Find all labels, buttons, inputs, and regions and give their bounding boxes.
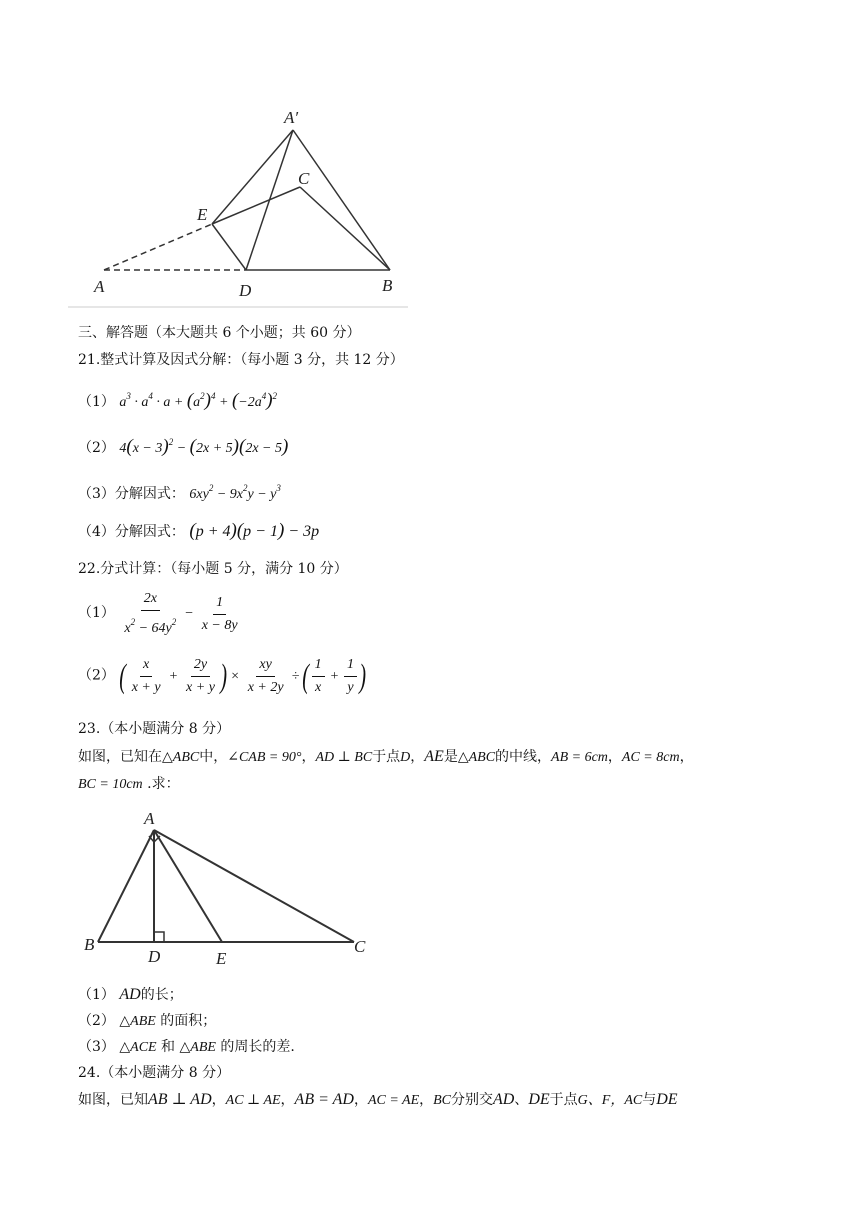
q21-part2-number: （2） — [78, 440, 115, 456]
q24-title: 24.（本小题满分 8 分） — [78, 1065, 231, 1081]
q23-sub3 — [78, 1037, 295, 1058]
segment-E-D — [212, 224, 246, 270]
segment-A-C — [154, 830, 354, 942]
segment-C-B — [300, 187, 390, 270]
segment-A-E-dashed — [104, 224, 212, 270]
q23-sub1-text: 的长； — [140, 987, 183, 1003]
q23-sub1-number: （1） — [78, 987, 115, 1003]
q24-stem — [78, 1090, 678, 1111]
label-B: B — [382, 276, 393, 295]
q23-sub1-math: AD — [119, 986, 141, 1003]
q22-part2-expression: ( $\frac{x}{x + y}$ + $\frac{2y}{x + y}$ ) × $\frac{xy}{x + 2y}$ ÷( $\frac{1}{x}$ + $\frac{1}{y}$ ) — [119, 657, 367, 695]
q21-part4-text: 分解因式： — [114, 524, 185, 540]
q24-stem-math: AC = AE — [367, 1093, 420, 1108]
segment-A1-E — [212, 130, 293, 224]
q23-sub1 — [78, 985, 183, 1005]
q22-part2-number: （2） — [78, 667, 115, 684]
q22-part1-expression: $\frac{2x}{x^2 - 64y^2}$ − $\frac{1}{x - 8y}$ — [124, 591, 238, 636]
label-D: D — [148, 947, 161, 966]
q21-part3-expression: $6xy^2 - 9x^2y - y^3$ — [189, 483, 281, 502]
q21-part4-number: （4） — [78, 524, 115, 540]
q23-stem-math: BC = 10cm — [78, 777, 143, 792]
q24-stem-text: 分别交 — [451, 1092, 494, 1108]
q23-stem-text: .求： — [142, 776, 180, 792]
figure-triangle-fold — [60, 100, 420, 312]
q23-stem-text: ， — [301, 749, 316, 765]
q23-stem-text: 如图，已知在 — [78, 749, 162, 765]
q24-stem-text: 、 — [514, 1092, 529, 1108]
q23-stem-line1 — [78, 747, 694, 768]
label-A: A — [94, 277, 105, 296]
label-B: B — [84, 935, 95, 954]
q22-part2 — [78, 656, 366, 697]
q21-part1 — [78, 386, 277, 413]
q23-stem-math: △ABC — [457, 750, 496, 765]
segment-A-B — [98, 830, 154, 942]
figure-right-triangle — [78, 804, 378, 972]
q23-stem-text: 的中线， — [495, 749, 552, 765]
q23-stem-math: AE — [424, 748, 444, 765]
q23-stem-line2 — [78, 774, 180, 795]
q23-stem-math: D — [400, 750, 411, 765]
q23-stem-text: 是 — [443, 749, 458, 765]
q21-part3 — [78, 478, 281, 505]
q21-part4 — [78, 521, 319, 542]
q24-stem-text: 与 — [642, 1092, 657, 1108]
q24-stem-text: ， — [419, 1092, 434, 1108]
q21-part2 — [78, 432, 288, 459]
q21-part2-expression: $4(x - 3)^2 - (2x + 5)(2x - 5)$ — [119, 436, 289, 457]
q23-stem-math: AC = 8cm — [621, 750, 680, 765]
right-angle-mark-D — [154, 932, 164, 942]
label-A-prime: A′ — [284, 108, 299, 127]
q24-stem-text: 如图，已知 — [78, 1092, 148, 1108]
q24-stem-text: ， — [353, 1092, 368, 1108]
q23-stem-math: ∠CAB = 90° — [227, 750, 302, 765]
q23-sub2-math: △ABE — [119, 1014, 156, 1029]
label-E: E — [216, 949, 227, 968]
q23-stem-text: ， — [679, 749, 694, 765]
q23-stem-math: △ABC — [162, 750, 200, 765]
q22-part1-number: （1） — [78, 605, 115, 622]
q24-stem-math: AC ⊥ AE — [225, 1093, 281, 1108]
segment-E-C — [212, 187, 300, 224]
q24-stem-text: G、F， — [577, 1093, 625, 1108]
label-D: D — [239, 281, 252, 300]
q23-stem-math: AD ⊥ BC — [315, 750, 373, 765]
label-A: A — [144, 809, 155, 828]
q24-stem-math: BC — [433, 1093, 452, 1108]
q24-stem-math: AC — [624, 1093, 643, 1108]
q23-stem-math: AB = 6cm — [551, 750, 608, 765]
q24-stem-math: AB ⊥ AD — [148, 1091, 212, 1108]
q23-stem-text: 于点 — [372, 749, 401, 765]
q21-part1-number: （1） — [78, 394, 115, 410]
q23-sub2 — [78, 1011, 216, 1032]
q24-stem-math: AB = AD — [294, 1091, 354, 1108]
segment-A-E — [154, 830, 222, 942]
q23-sub3-math: △ACE — [119, 1040, 157, 1055]
q23-sub2-text: 的面积； — [160, 1013, 217, 1029]
q23-sub2-number: （2） — [78, 1013, 115, 1029]
q24-stem-text: ， — [280, 1092, 295, 1108]
q21-part3-number: （3） — [78, 486, 115, 502]
q23-sub3-math: △ABE — [179, 1040, 216, 1055]
q22-title: 22.分式计算：（每小题 5 分，满分 10 分） — [78, 561, 348, 577]
q24-stem-text: ， — [211, 1092, 226, 1108]
q23-sub3-number: （3） — [78, 1039, 115, 1055]
segment-A1-B — [293, 130, 390, 270]
q24-stem-text: 于点 — [549, 1092, 578, 1108]
q23-sub3-text: 和 — [161, 1039, 176, 1055]
q23-title: 23.（本小题满分 8 分） — [78, 721, 231, 737]
q24-stem-math: DE — [656, 1091, 678, 1108]
q23-stem-text: 中， — [199, 749, 228, 765]
q24-stem-math: AD — [493, 1091, 515, 1108]
q24-stem-math: DE — [528, 1091, 550, 1108]
q23-stem-text: ， — [410, 749, 425, 765]
q21-part3-text: 分解因式： — [114, 486, 185, 502]
label-C: C — [298, 169, 310, 188]
q21-part1-expression: $a^3 \cdot a^4 \cdot a + (a^2)^4 + (-2a^4)^2$ — [119, 390, 278, 411]
label-C: C — [354, 937, 366, 956]
q23-sub3-text: 的周长的差. — [220, 1039, 295, 1055]
section-heading: 三、解答题（本大题共 6 个小题；共 60 分） — [78, 325, 361, 341]
q23-stem-text: ， — [607, 749, 622, 765]
q22-part1 — [78, 590, 243, 638]
label-E: E — [197, 205, 208, 224]
q21-part4-expression: (p + 4)(p − 1) − 3p — [189, 520, 320, 541]
q21-title: 21.整式计算及因式分解：（每小题 3 分，共 12 分） — [78, 352, 404, 368]
